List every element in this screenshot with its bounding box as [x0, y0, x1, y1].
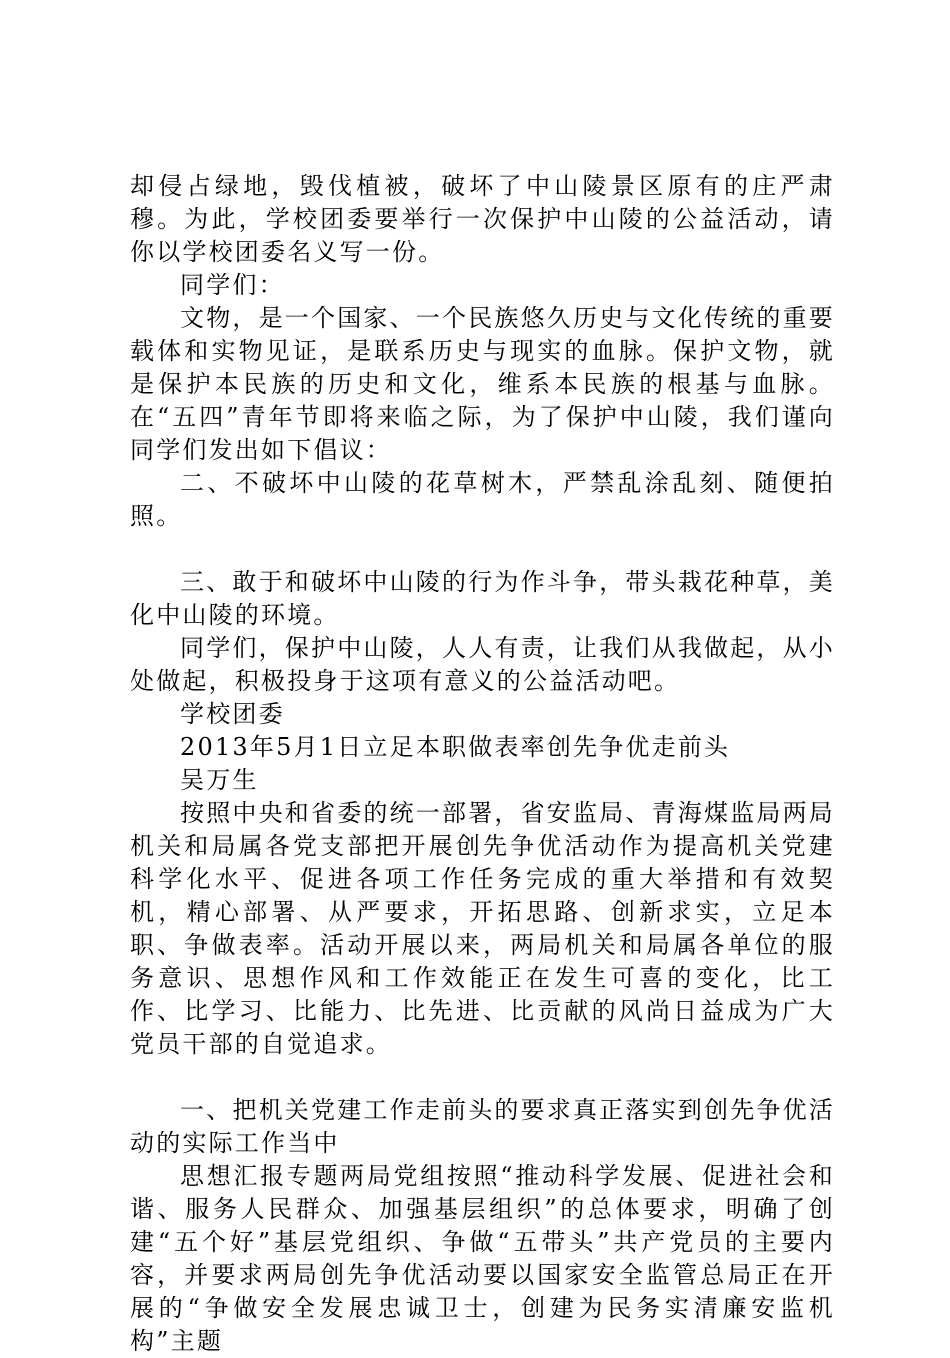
author-name: 吴万生 — [180, 766, 259, 794]
paragraph-section-one-body: 思想汇报专题两局党组按照“推动科学发展、促进社会和谐、服务人民群众、加强基层组织”的总体要求，明确了创建“五个好”基层党组织、争做“五带头”共产党员的主要内容，并要求两局创先争优活动要以国家安全监管总局正在开展的“争做安全发展忠诚卫士，创建为民务实清廉安监机构”主题 — [130, 1162, 835, 1355]
date-and-article-title: 2013年5月1日立足本职做表率创先争优走前头 — [180, 733, 731, 761]
section-heading-one: 一、把机关党建工作走前头的要求真正落实到创先争优活动的实际工作当中 — [130, 1096, 835, 1157]
document-body — [130, 170, 835, 1358]
paragraph-proposal-intro: 文物，是一个国家、一个民族悠久历史与文化传统的重要载体和实物见证，是联系历史与现实的血脉。保护文物，就是保护本民族的历史和文化，维系本民族的根基与血脉。在“五四”青年节即将来临之际，为了保护中山陵，我们谨向同学们发出如下倡议： — [130, 304, 835, 464]
signature-organization: 学校团委 — [180, 700, 285, 728]
paragraph-article-intro: 按照中央和省委的统一部署，省安监局、青海煤监局两局机关和局属各党支部把开展创先争优活动作为提高机关党建科学化水平、促进各项工作任务完成的重大举措和有效契机，精心部署、从严要求，开拓思路、创新求实，立足本职、争做表率。活动开展以来，两局机关和局属各单位的服务意识、思想作风和工作效能正在发生可喜的变化，比工作、比学习、比能力、比先进、比贡献的风尚日益成为广大党员干部的自觉追求。 — [130, 799, 835, 1058]
proposal-item-two: 二、不破坏中山陵的花草树木，严禁乱涂乱刻、随便拍照。 — [130, 469, 835, 530]
proposal-item-three: 三、敢于和破坏中山陵的行为作斗争，带头栽花种草，美化中山陵的环境。 — [130, 568, 835, 629]
paragraph-closing-appeal: 同学们，保护中山陵，人人有责，让我们从我做起，从小处做起，积极投身于这项有意义的公益活动吧。 — [130, 634, 835, 695]
salutation: 同学们： — [180, 271, 285, 299]
paragraph-intro-continuation: 却侵占绿地，毁伐植被，破坏了中山陵景区原有的庄严肃穆。为此，学校团委要举行一次保护中山陵的公益活动，请你以学校团委名义写一份。 — [130, 172, 835, 266]
